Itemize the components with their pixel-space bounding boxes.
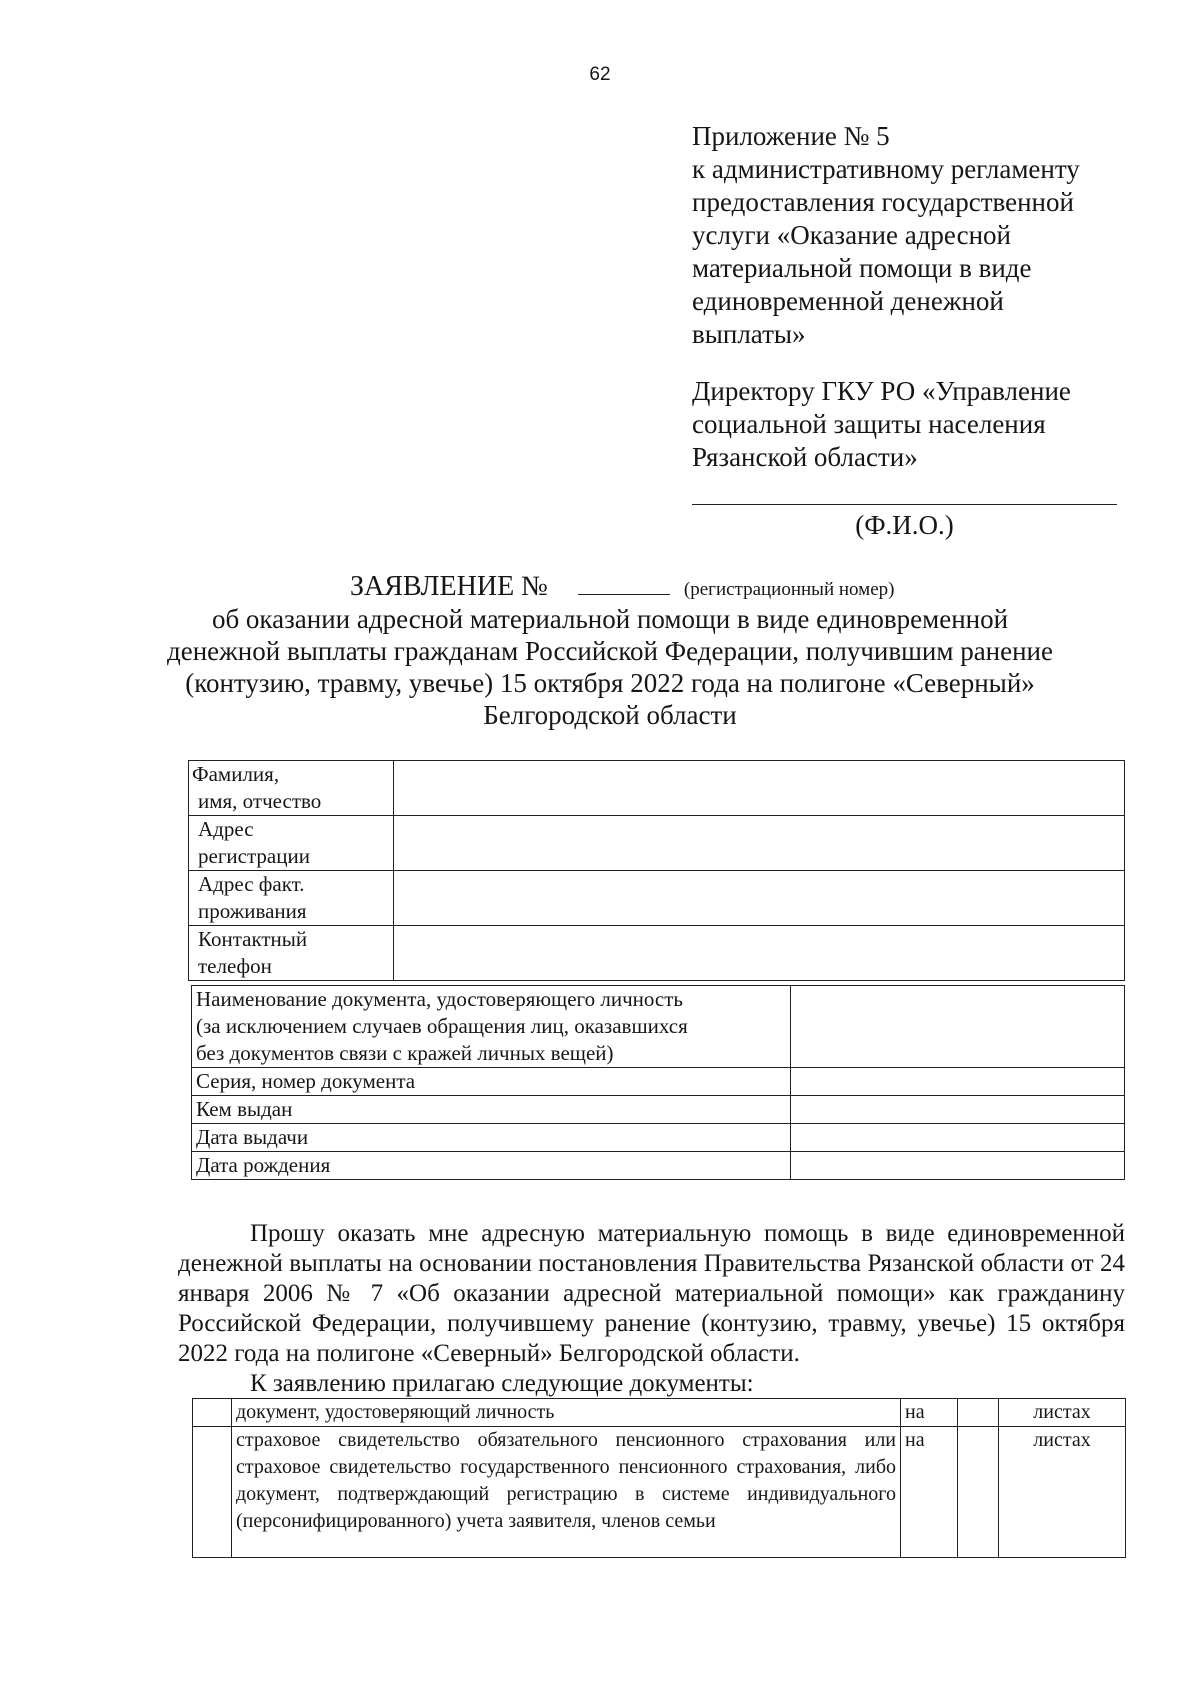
table-row — [189, 761, 1125, 816]
full-name-field[interactable] — [394, 761, 1125, 816]
field-label: Дата выдачи — [192, 1124, 791, 1152]
subtitle-line: Белгородской области — [483, 700, 737, 730]
subtitle-line: денежной выплаты гражданам Российской Федерации, получившим ранение — [167, 636, 1053, 666]
label-text: проживания — [198, 899, 307, 923]
field-label — [189, 926, 394, 981]
attachment-document: документ, удостоверяющий личность — [232, 1399, 901, 1427]
field-label: Серия, номер документа — [192, 1068, 791, 1096]
field-label: Кем выдан — [192, 1096, 791, 1124]
appendix-header — [692, 120, 1152, 351]
label-text: регистрации — [198, 844, 310, 868]
application-title — [350, 568, 894, 603]
addressee — [692, 375, 1152, 474]
table-row — [189, 926, 1125, 981]
table-row — [189, 871, 1125, 926]
table-row — [192, 1152, 1125, 1180]
appendix-line: предоставления государственной — [692, 187, 1074, 217]
attachment-na: на — [901, 1427, 958, 1558]
attachment-sheets: листах — [999, 1399, 1126, 1427]
field-label — [189, 816, 394, 871]
table-row — [193, 1427, 1126, 1558]
appendix-line: услуги «Оказание адресной — [692, 220, 1011, 250]
field-label — [192, 986, 791, 1068]
label-text: Фамилия, — [192, 762, 280, 786]
field-label — [189, 871, 394, 926]
table-row — [192, 1124, 1125, 1152]
label-text: (за исключением случаев обращения лиц, оказавшихся — [196, 1014, 688, 1038]
appendix-line: материальной помощи в виде — [692, 253, 1032, 283]
registration-address-field[interactable] — [394, 816, 1125, 871]
table-row — [192, 1068, 1125, 1096]
field-label — [189, 761, 394, 816]
birth-date-field[interactable] — [791, 1152, 1125, 1180]
attachments-heading: К заявлению прилагаю следующие документы: — [250, 1370, 754, 1397]
label-text: без документов связи с кражей личных вещей) — [196, 1041, 614, 1065]
attachments-table — [192, 1398, 1126, 1558]
issued-by-field[interactable] — [791, 1096, 1125, 1124]
registration-number-blank[interactable] — [578, 568, 670, 595]
addressee-line: социальной защиты населения — [692, 409, 1046, 439]
page-number: 62 — [589, 64, 611, 85]
actual-address-field[interactable] — [394, 871, 1125, 926]
personal-info-table — [188, 760, 1125, 981]
label-text: телефон — [198, 954, 272, 978]
appendix-line: к административному регламенту — [692, 154, 1080, 184]
document-name-field[interactable] — [791, 986, 1125, 1068]
application-subtitle — [150, 603, 1070, 731]
appendix-line: Приложение № 5 — [692, 121, 890, 151]
appendix-line: выплаты» — [692, 319, 806, 349]
label-text: Контактный — [198, 927, 308, 951]
subtitle-line: (контузию, травму, увечье) 15 октября 2022 года на полигоне «Северный» — [185, 668, 1035, 698]
request-text: Прошу оказать мне адресную материальную помощь в виде единовременной денежной выплаты на основании постановления Правительства Рязанской области от 24 января 2006 № 7 «Об оказании адресной материальной помощи» как гражданину Российской Федерации, получившему ранение (контузию, травму, увечье) 15 октября 2022 года на полигоне «Северный» Белгородской области. — [178, 1220, 1125, 1367]
table-row — [192, 986, 1125, 1068]
label-text: Наименование документа, удостоверяющего личность — [196, 987, 684, 1011]
phone-field[interactable] — [394, 926, 1125, 981]
subtitle-line: об оказании адресной материальной помощи в виде единовременной — [211, 604, 1009, 634]
sheet-count-field[interactable] — [958, 1399, 999, 1427]
table-row — [189, 816, 1125, 871]
issue-date-field[interactable] — [791, 1124, 1125, 1152]
fio-signature-line[interactable] — [692, 504, 1117, 505]
label-text: Адрес — [198, 817, 254, 841]
appendix-line: единовременной денежной — [692, 286, 1004, 316]
attachment-checkbox[interactable] — [193, 1427, 232, 1558]
table-row — [193, 1399, 1126, 1427]
field-label: Дата рождения — [192, 1152, 791, 1180]
attachment-document: страховое свидетельство обязательного пенсионного страхования или страховое свидетельство государственного пенсионного страхования, либо документ, подтверждающий регистрацию в системе индивидуального (персонифицированного) учета заявителя, членов семьи — [232, 1427, 901, 1558]
attachment-sheets: листах — [999, 1427, 1126, 1558]
fio-label: (Ф.И.О.) — [855, 510, 954, 540]
request-paragraph — [178, 1219, 1125, 1369]
identity-document-table — [191, 985, 1125, 1180]
title-main: ЗАЯВЛЕНИЕ № — [350, 571, 548, 602]
registration-number-hint: (регистрационный номер) — [683, 579, 895, 600]
table-row — [192, 1096, 1125, 1124]
label-text: имя, отчество — [198, 789, 322, 813]
sheet-count-field[interactable] — [958, 1427, 999, 1558]
attachment-na: на — [901, 1399, 958, 1427]
attachment-checkbox[interactable] — [193, 1399, 232, 1427]
addressee-line: Директору ГКУ РО «Управление — [692, 376, 1071, 406]
addressee-line: Рязанской области» — [692, 442, 918, 472]
label-text: Адрес факт. — [198, 872, 305, 896]
document-number-field[interactable] — [791, 1068, 1125, 1096]
